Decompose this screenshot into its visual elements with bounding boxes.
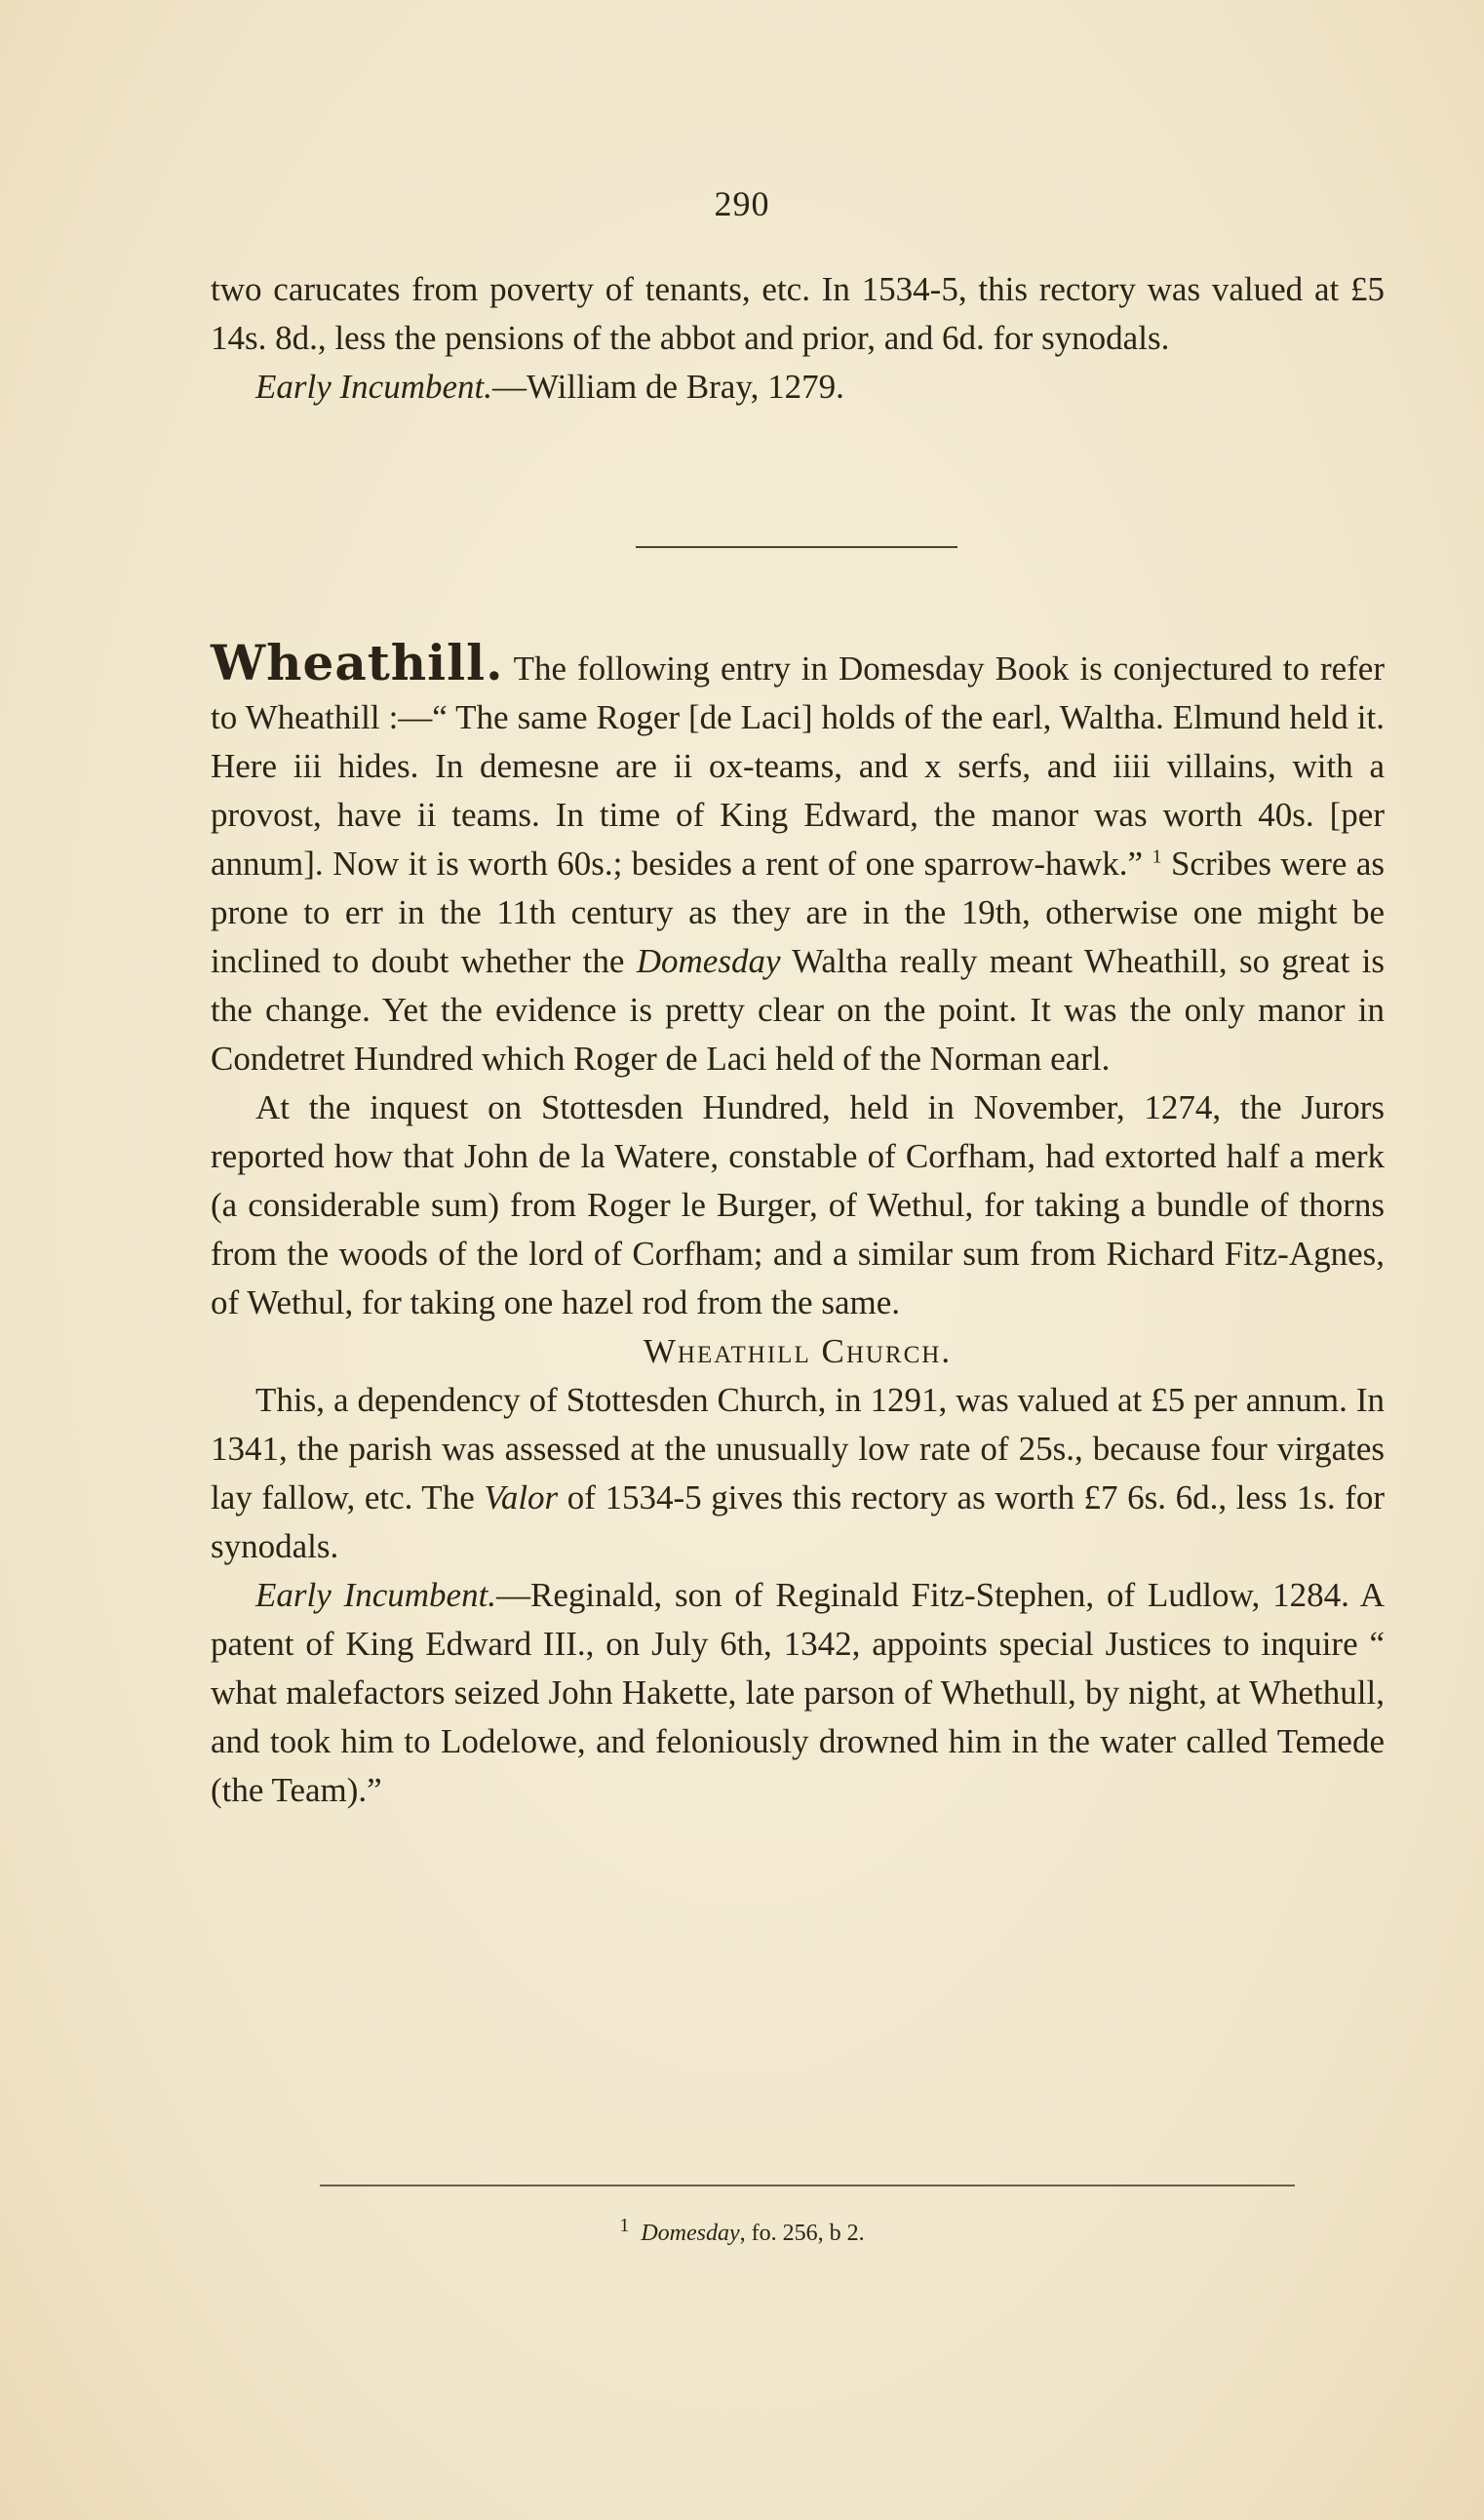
church-incumbent bbox=[211, 1571, 1385, 1815]
top-section bbox=[211, 265, 1385, 412]
wheathill-title: Wheathill. bbox=[211, 634, 504, 691]
church-heading: Wheathill Church. bbox=[643, 1332, 953, 1370]
footnote-divider bbox=[320, 2185, 1295, 2186]
wheathill-paragraph-2: At the inquest on Stottesden Hundred, held in November, 1274, the Jurors reported how that John de la Watere, constable of Corfham, had extorted half a merk (a considerable sum) from Roger le Burger, of Wethul, for taking a bundle of thorns from the woods of the lord of Corfham; and a similar sum from Richard Fitz-Agnes, of Wethul, for taking one hazel rod from the same. bbox=[211, 1088, 1385, 1321]
top-paragraph: two carucates from poverty of tenants, etc. In 1534-5, this rectory was valued at £5 14s. 8d., less the pensions of the abbot and prior, and 6d. for synodals. bbox=[211, 270, 1385, 357]
incumbent-text: —William de Bray, 1279. bbox=[491, 368, 844, 406]
page-number: 290 bbox=[714, 184, 770, 223]
wheathill-text-b: Scribes were as prone to err in the 11th century as they are in the 19th, otherwise one might be inclined to doubt whether the bbox=[211, 845, 1386, 980]
church-paragraph-1 bbox=[211, 1376, 1385, 1571]
wheathill-text-a: The following entry in Domesday Book is conjectured to refer to Wheathill :—“ The same Roger [de Laci] holds of the earl, Waltha. Elmund held it. Here iii hides. In demesne are ii ox-teams, and x serfs, and iiii villains, with a provost, have ii teams. In time of King Edward, the manor was worth 40s. [per annum]. Now it is worth 60s.; besides a rent of one sparrow-hawk.” bbox=[211, 650, 1385, 883]
wheathill-paragraph-1 bbox=[211, 634, 1386, 1083]
church-incumbent-label: Early Incumbent. bbox=[255, 1576, 497, 1614]
church-text-b: of 1534-5 gives this rectory as worth £7 6s. 6d., less 1s. for synodals. bbox=[211, 1478, 1386, 1565]
incumbent-label: Early Incumbent. bbox=[255, 368, 492, 406]
footnote bbox=[0, 2215, 1484, 2247]
footnote-marker: 1 bbox=[619, 2215, 630, 2236]
wheathill-section bbox=[211, 634, 1386, 1815]
church-incumbent-text: —Reginald, son of Reginald Fitz-Stephen, of Ludlow, 1284. A patent of King Edward III., on July 6th, 1342, appoints special Justices to inquire “ what malefactors seized John Hakette, late parson of Whethull, by night, at Whethull, and took him to Lodelowe, and feloniously drowned him in the water called Temede (the Team).” bbox=[211, 1576, 1385, 1809]
wheathill-italic: Domesday bbox=[636, 942, 781, 980]
wheathill-text-c: Waltha really meant Wheathill, so great is the change. Yet the evidence is pretty clear on the point. It was the only manor in Condetret Hundred which Roger de Laci held of the Norman earl. bbox=[211, 942, 1385, 1078]
section-divider bbox=[636, 546, 957, 548]
footnote-text: , fo. 256, b 2. bbox=[739, 2221, 865, 2246]
footnote-ref: 1 bbox=[1152, 846, 1162, 868]
footnote-italic: Domesday bbox=[641, 2221, 740, 2246]
top-incumbent bbox=[211, 363, 1385, 412]
church-text-a: This, a dependency of Stottesden Church, in 1291, was valued at £5 per annum. In 1341, the parish was assessed at the unusually low rate of 25s., because four virgates lay fallow, etc. The bbox=[211, 1381, 1385, 1516]
church-italic: Valor bbox=[484, 1478, 559, 1516]
